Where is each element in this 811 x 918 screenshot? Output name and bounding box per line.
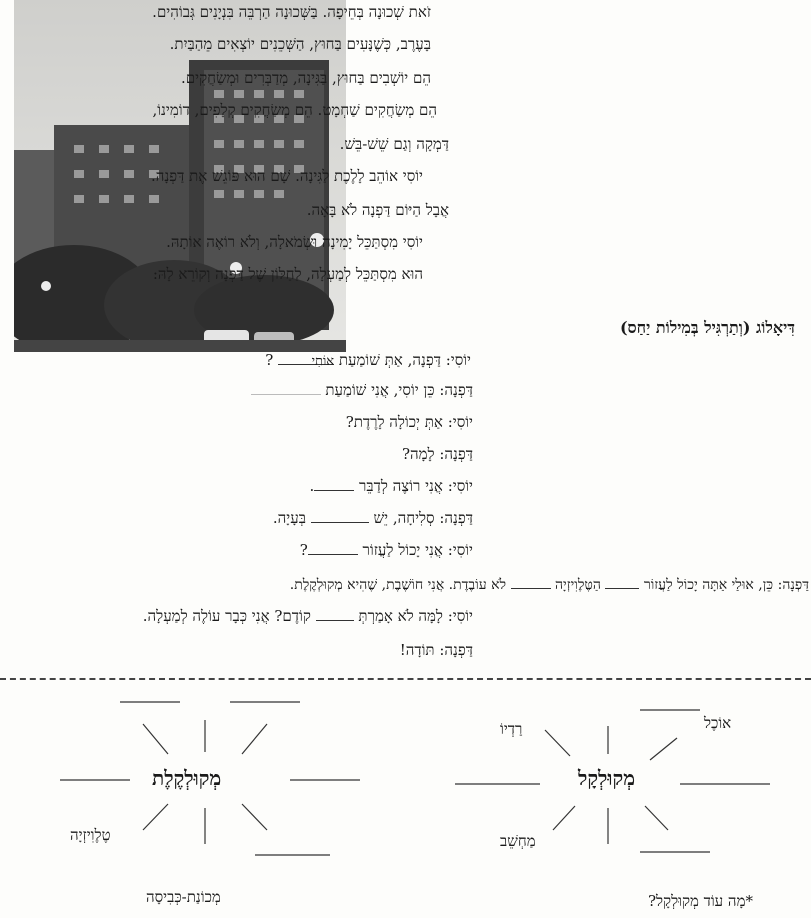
reading-line: יוֹסִי מִסְתַּכֵּל יָמִינָה וּשְׂמֹאלָה, וְלֹא רוֹאֶה אוֹתָהּ.	[166, 233, 423, 251]
line-suffix: קוֹדֶם? אֲנִי כְּבָר עוֹלֶה לְמַעְלָה.	[142, 607, 311, 625]
line-text: כֵּן, אוּלַי אַתָּה יָכוֹל לַעֲזוֹר	[643, 577, 774, 593]
dialogue-line	[402, 444, 473, 464]
line-text: לָמָּה לֹא אָמַרְתְּ	[358, 607, 443, 625]
dialogue-line	[290, 574, 809, 595]
line-text: לָמָה?	[402, 445, 435, 463]
fill-in-blank[interactable]	[251, 380, 321, 395]
fill-in-blank[interactable]	[511, 574, 551, 589]
speaker: יוֹסִי:	[447, 413, 473, 431]
reading-line: זֹאת שְׁכוּנָה בְּחֵיפָה. בַּשְּׁכוּנָה הַרְבֵּה בִּנְיָנִים גְּבוֹהִים.	[152, 3, 431, 21]
line-text: תּוֹדָה!	[399, 641, 435, 659]
speaker: יוֹסִי:	[447, 607, 473, 625]
reading-line: בָּעֶרֶב, כְּשֶׁנָּעִים בַּחוּץ, הַשְּׁכֵנִים יוֹצְאִים מֵהַבַּיִת.	[169, 35, 431, 53]
speaker: יוֹסִי:	[447, 541, 473, 559]
dialogue-line	[265, 350, 471, 370]
speaker: דַּפְנָה:	[439, 381, 473, 399]
line-text: דַּפְנָה, אַתְּ שׁוֹמַעַת	[338, 351, 441, 369]
web-word: מְכוֹנַת-כְּבִיסָה	[146, 888, 221, 906]
fill-in-blank[interactable]	[308, 540, 358, 555]
fill-in-blank[interactable]	[605, 574, 639, 589]
dialogue-heading: דִּיאָלוֹג (וְתַרְגִּיל בְּמִילוֹת יַחַס)	[619, 318, 795, 337]
fill-in-blank[interactable]	[311, 508, 369, 523]
reading-line: הֵם יוֹשְׁבִים בַּחוּץ, בַּגִּינָה, מְדַבְּרִים וּמְשַׂחֲקִים.	[181, 69, 431, 87]
web-word: אוֹכֶל	[704, 714, 732, 732]
dialogue-line	[273, 508, 473, 528]
dialogue-line	[251, 380, 473, 400]
reading-line: דַּמְקָה וְגַם שֵׁשׁ-בֵּשׁ.	[339, 135, 449, 153]
dialogue-line	[143, 606, 473, 626]
speaker: דַּפְנָה:	[439, 509, 473, 527]
hub-word-feminine: מְקוּלְקֶלֶת	[152, 766, 222, 790]
line-text: כֵּן יוֹסִי, אֲנִי שׁוֹמַעַת	[325, 381, 435, 399]
line-text: סְלִיחָה, יֵשׁ	[373, 509, 435, 527]
speaker: דַּפְנָה:	[439, 445, 473, 463]
line-text: אֲנִי יָכוֹל לַעֲזוֹר	[362, 541, 443, 559]
line-suffix: .	[309, 477, 315, 495]
dialogue-line	[400, 640, 473, 660]
fill-in-blank[interactable]	[314, 476, 354, 491]
reading-line: הֵם מְשַׂחֲקִים שַׁחְמָט. הֵם מְשַׂחֲקִים קְלָפִים, דוֹמִינוֹ,	[152, 101, 437, 119]
line-text: אֲנִי רוֹצֶה לְדַבֵּר	[359, 477, 443, 495]
reading-line: הוּא מִסְתַּכֵּל לְמַעְלָה, לַחַלּוֹן שֶׁל דַּפְנָה וְקוֹרֵא לָהּ:	[152, 265, 423, 283]
line-suffix: ?	[265, 351, 274, 369]
word-web-exercise	[0, 678, 811, 918]
speaker: יוֹסִי:	[445, 351, 471, 369]
fill-in-blank[interactable]: אוֹתִי	[278, 350, 334, 365]
exercise-question: *מָה עוֹד מְקוּלְקָל?	[648, 892, 753, 910]
web-word: טֶלֶוִיזְיָה	[70, 826, 111, 844]
word-web-lines	[0, 680, 811, 918]
fill-in-blank[interactable]	[316, 606, 354, 621]
speaker: דַּפְנָה:	[777, 577, 809, 593]
dialogue-line	[300, 540, 473, 560]
line-suffix-2: לֹא עוֹבֶדֶת. אֲנִי חוֹשֶׁבֶת, שֶׁהִיא מְקוּלְקֶלֶת.	[289, 577, 507, 593]
reading-line: אֲבָל הַיּוֹם דַּפְנָה לֹא בָּאָה.	[306, 201, 449, 219]
line-text: אַתְּ יְכוֹלָה לָרֶדֶת?	[345, 413, 443, 431]
speaker: דַּפְנָה:	[439, 641, 473, 659]
web-word: רַדְיוֹ	[500, 720, 523, 738]
reading-line: יוֹסִי אוֹהֵב לָלֶכֶת לַגִּינָה. שָׁם הוּא פּוֹגֵשׁ אֶת דַּפְנָה.	[151, 167, 423, 185]
line-suffix: ?	[299, 541, 308, 559]
line-suffix: הַטֶּלֶוִיזְיָה	[554, 577, 601, 593]
hub-word-masculine: מְקוּלְקָל	[578, 766, 636, 790]
dialogue-line	[346, 412, 473, 432]
dialogue-line	[309, 476, 473, 496]
web-word: מַחְשֵׁב	[500, 832, 536, 850]
line-suffix: בְּעָיָה.	[272, 509, 306, 527]
speaker: יוֹסִי:	[447, 477, 473, 495]
